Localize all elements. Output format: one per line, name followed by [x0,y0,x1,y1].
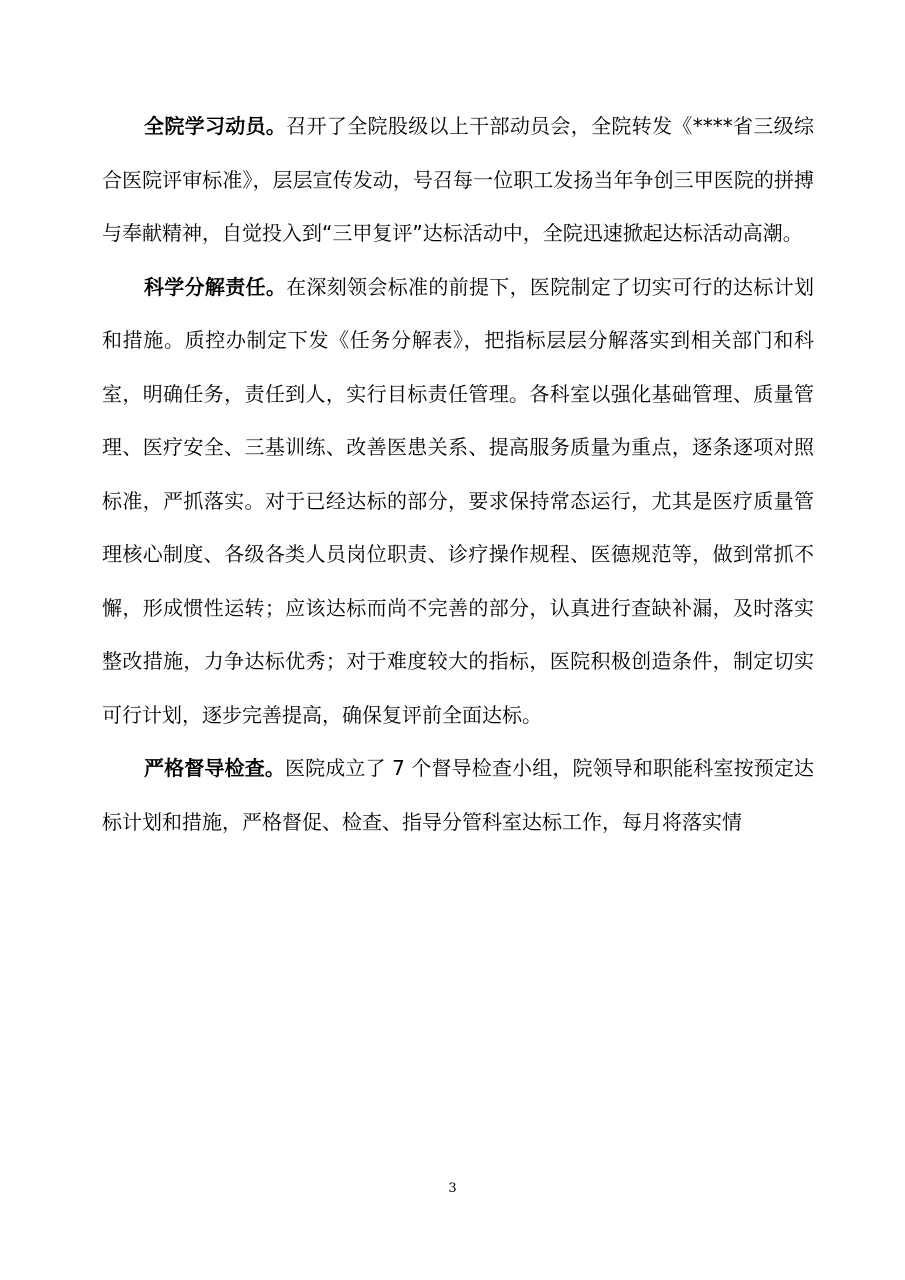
page-number: 3 [448,1181,457,1196]
paragraph-text: 医院成立了 7 个督导检查小组，院领导和职能科室按预定达标计划和措施，严格督促、检查、指导分管科室达标工作，每月将落实情 [102,756,814,834]
paragraph-lead: 全院学习动员。 [144,114,287,138]
paragraph-lead: 科学分解责任。 [144,274,287,299]
paragraph-text: 召开了全院股级以上干部动员会，全院转发《****省三级综合医院评审标准》，层层宣传发动，号召每一位职工发扬当年争创三甲医院的拼搏与奉献精神，自觉投入到“三甲复评”达标活动中，全院迅速掀起达标活动高潮。 [102,114,815,245]
paragraph-lead: 严格督导检查。 [144,756,285,780]
document-body [102,100,814,849]
paragraph-supervision [102,742,814,849]
paragraph-responsibility [102,261,814,743]
paragraph-text: 在深刻领会标准的前提下，医院制定了切实可行的达标计划和措施。质控办制定下发《任务分解表》，把指标层层分解落实到相关部门和科室，明确任务，责任到人，实行目标责任管理。各科室以强化基础管理、质量管理、医疗安全、三基训练、改善医患关系、提高服务质量为重点，逐条逐项对照标准，严抓落实。对于已经达标的部分，要求保持常态运行，尤其是医疗质量管理核心制度、各级各类人员岗位职责、诊疗操作规程、医德规范等，做到常抓不懈，形成惯性运转；应该达标而尚不完善的部分，认真进行查缺补漏，及时落实整改措施，力争达标优秀；对于难度较大的指标，医院积极创造条件，制定切实可行计划，逐步完善提高，确保复评前全面达标。 [102,274,814,727]
paragraph-study-mobilization [102,100,814,261]
